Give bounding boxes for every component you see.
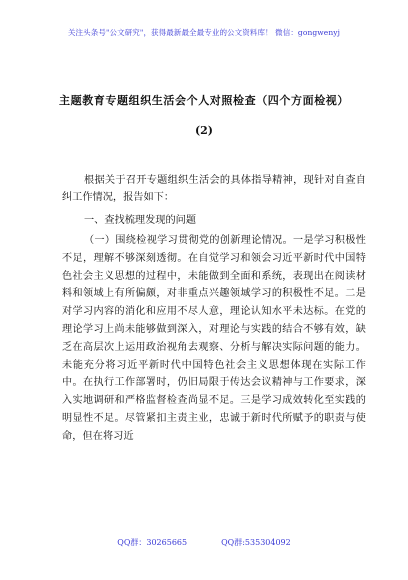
page-subtitle: (2)	[194, 124, 214, 137]
page-title: 主题教育专题组织生活会个人对照检查（四个方面检视）	[59, 94, 349, 107]
footer-qq-group-1: QQ群：30265665	[117, 538, 188, 547]
section-heading: 一、查找梳理发现的问题	[84, 215, 197, 226]
header-note: 关注头条号"公文研究"，获得最新最全最专业的公文资料库！ 微信：gongwenyj	[67, 28, 341, 37]
body-paragraph: （一）围绕检视学习贯彻党的创新理论情况。一是学习积极性不足，理解不够深刻透彻。在自觉学习和领会习近平新时代中国特色社会主义思想的过程中，未能做到全面和系统，表现出在阅读材料和领域上有所偏颇，对非重点兴趣领域学习的积极性不足。二是对学习内容的消化和应用不尽人意，理论认知水平未达标。在党的理论学习上尚未能够做到深入，对理论与实践的结合不够有效，缺乏在高层次上运用政治视角去观察、分析与解决实际问题的能力。未能充分将习近平新时代中国特色社会主义思想体现在实际工作中。在执行工作部署时，仍旧局限于传达会议精神与工作要求，深入实地调研和严格监督检查尚显不足。三是学习成效转化至实践的明显性不足。尽管紧扣主责主业，忠诚于新时代所赋予的职责与使命，但在将习近	[62, 235, 366, 442]
footer-qq-group-2: QQ群:535304092	[221, 538, 291, 547]
intro-paragraph: 根据关于召开专题组织生活会的具体指导精神，现针对自查自纠工作情况，报告如下：	[62, 175, 366, 203]
footer	[0, 537, 408, 548]
